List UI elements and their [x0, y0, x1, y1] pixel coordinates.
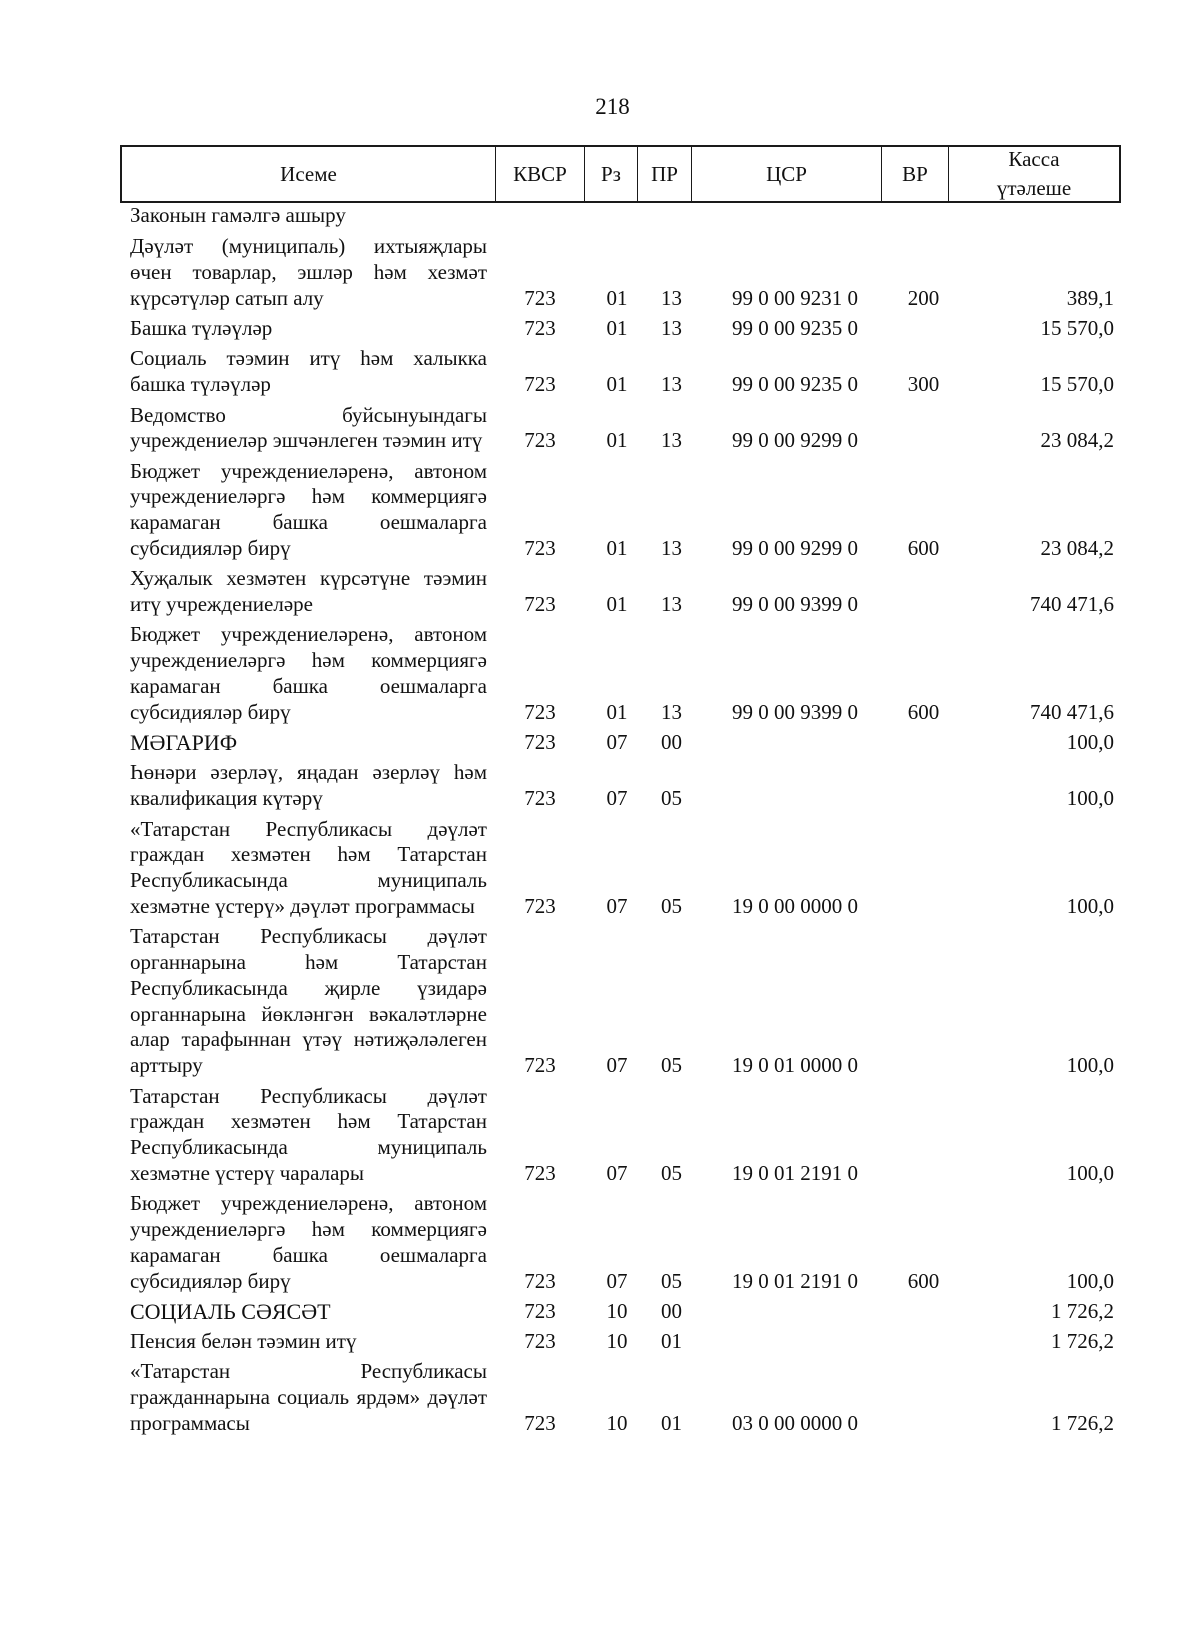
table-row: [130, 234, 1120, 311]
row-rz: 01: [606, 699, 628, 724]
row-csr: 19 0 01 2191 0: [732, 1268, 858, 1293]
row-csr: 99 0 00 9399 0: [732, 592, 858, 617]
row-sum: 100,0: [1066, 730, 1114, 755]
table-row: [130, 1329, 1120, 1355]
row-csr: 99 0 00 9299 0: [732, 536, 858, 561]
table-body: [130, 203, 1120, 1441]
row-rz: 01: [606, 428, 628, 453]
row-sum: 23 084,2: [1040, 536, 1114, 561]
table-row: [130, 924, 1120, 1079]
row-pr: 05: [661, 893, 682, 918]
row-pr: 05: [661, 786, 682, 811]
row-sum: 23 084,2: [1040, 428, 1114, 453]
row-kvsr: 723: [524, 536, 556, 561]
row-kvsr: 723: [524, 1329, 556, 1354]
row-vr: 600: [907, 699, 940, 724]
table-row: [130, 346, 1120, 398]
row-kvsr: 723: [524, 1298, 556, 1323]
header-kassa: [949, 147, 1119, 201]
row-name: Башка түләүләр: [130, 316, 273, 341]
row-rz: 01: [606, 372, 628, 397]
row-pr: 05: [661, 1053, 682, 1078]
row-sum: 100,0: [1066, 893, 1114, 918]
row-vr: 200: [907, 285, 940, 310]
row-sum: 15 570,0: [1040, 316, 1114, 341]
row-kvsr: 723: [524, 786, 556, 811]
row-rz: 10: [606, 1298, 628, 1323]
row-pr: 13: [661, 699, 682, 724]
header-name: Исеме: [122, 147, 496, 201]
table-row: [130, 403, 1120, 455]
table-row: [130, 1359, 1120, 1436]
row-sum: 740 471,6: [1030, 699, 1114, 724]
row-kvsr: 723: [524, 372, 556, 397]
row-sum: 1 726,2: [1051, 1411, 1114, 1436]
row-kvsr: 723: [524, 730, 556, 755]
row-csr: 99 0 00 9399 0: [732, 699, 858, 724]
row-name: Законын гамәлгә ашыру: [130, 203, 346, 227]
row-kvsr: 723: [524, 1268, 556, 1293]
table-row: [130, 316, 1120, 342]
row-kvsr: 723: [524, 1411, 556, 1436]
row-vr: 600: [907, 536, 940, 561]
row-csr: 99 0 00 9231 0: [732, 285, 858, 310]
row-name: Хуҗалык хезмәтен күрсәтүне тәэмин итү учреждениеләре: [130, 566, 487, 617]
row-pr: 00: [661, 1298, 682, 1323]
row-rz: 07: [606, 1160, 628, 1185]
row-sum: 389,1: [1066, 285, 1114, 310]
row-pr: 13: [661, 428, 682, 453]
row-rz: 01: [606, 316, 628, 341]
row-pr: 13: [661, 316, 682, 341]
page-number: 218: [595, 94, 630, 119]
table-row: [130, 459, 1120, 562]
header-csr: ЦСР: [692, 147, 882, 201]
row-rz: 10: [606, 1411, 628, 1436]
table-row: [130, 566, 1120, 618]
table-row: [130, 622, 1120, 725]
row-name: «Татарстан Республикасы дәүләт граждан хезмәтен һәм Татарстан Республикасында муниципаль хезмәтне үстерү» дәүләт программасы: [130, 816, 487, 918]
row-name: Дәүләт (муниципаль) ихтыяҗлары өчен товарлар, эшләр һәм хезмәт күрсәтүләр сатып алу: [130, 234, 487, 310]
table-row: [130, 730, 1120, 756]
row-rz: 07: [606, 1053, 628, 1078]
row-pr: 05: [661, 1268, 682, 1293]
table-header: [120, 145, 1121, 203]
row-name: Социаль тәэмин итү һәм халыкка башка түләүләр: [130, 346, 487, 397]
header-kassa-line1: Касса: [1008, 147, 1060, 171]
row-name: Бюджет учреждениеләренә, автоном учреждениеләргә һәм коммерциягә карамаган башка оешмаларга субсидияләр бирү: [130, 1191, 487, 1293]
row-kvsr: 723: [524, 285, 556, 310]
table-row: [130, 203, 1120, 229]
table-row: [130, 1191, 1120, 1294]
header-kvsr: КВСР: [496, 147, 585, 201]
row-name: «Татарстан Республикасы гражданнарына социаль ярдәм» дәүләт программасы: [130, 1359, 487, 1436]
row-pr: 00: [661, 730, 682, 755]
table-row: [130, 1084, 1120, 1187]
row-name: Пенсия белән тәэмин итү: [130, 1329, 357, 1354]
row-name: Бюджет учреждениеләренә, автоном учреждениеләргә һәм коммерциягә карамаган башка оешмаларга субсидияләр бирү: [130, 458, 487, 561]
row-rz: 10: [606, 1329, 628, 1354]
row-pr: 13: [661, 536, 682, 561]
row-kvsr: 723: [524, 428, 556, 453]
row-csr: 99 0 00 9299 0: [732, 428, 858, 453]
row-vr: 300: [907, 372, 940, 397]
row-rz: 07: [606, 786, 628, 811]
row-kvsr: 723: [524, 893, 556, 918]
table-row: [130, 760, 1120, 812]
row-rz: 07: [606, 1268, 628, 1293]
row-csr: 99 0 00 9235 0: [732, 372, 858, 397]
row-kvsr: 723: [524, 316, 556, 341]
row-sum: 740 471,6: [1030, 592, 1114, 617]
row-csr: 19 0 00 0000 0: [732, 893, 858, 918]
header-vr: ВР: [882, 147, 949, 201]
row-kvsr: 723: [524, 1160, 556, 1185]
row-sum: 1 726,2: [1051, 1298, 1114, 1323]
row-sum: 100,0: [1066, 1160, 1114, 1185]
row-sum: 1 726,2: [1051, 1329, 1114, 1354]
row-name: Бюджет учреждениеләренә, автоном учреждениеләргә һәм коммерциягә карамаган башка оешмаларга субсидияләр бирү: [130, 622, 487, 724]
row-kvsr: 723: [524, 592, 556, 617]
header-rz: Рз: [585, 147, 638, 201]
row-pr: 13: [661, 592, 682, 617]
row-name: СОЦИАЛЬ СӘЯСӘТ: [130, 1298, 331, 1324]
row-rz: 07: [606, 730, 628, 755]
row-csr: 03 0 00 0000 0: [732, 1411, 858, 1436]
row-csr: 19 0 01 2191 0: [732, 1160, 858, 1185]
row-pr: 01: [661, 1329, 682, 1354]
row-pr: 05: [661, 1160, 682, 1185]
row-pr: 13: [661, 372, 682, 397]
row-rz: 01: [606, 285, 628, 310]
row-pr: 01: [661, 1411, 682, 1436]
row-csr: 19 0 01 0000 0: [732, 1053, 858, 1078]
row-csr: 99 0 00 9235 0: [732, 316, 858, 341]
row-sum: 100,0: [1066, 786, 1114, 811]
row-sum: 100,0: [1066, 1053, 1114, 1078]
table-row: [130, 1299, 1120, 1325]
row-rz: 07: [606, 893, 628, 918]
row-sum: 100,0: [1066, 1268, 1114, 1293]
row-name: МӘГАРИФ: [130, 730, 238, 756]
header-kassa-line2: үтәлеше: [996, 176, 1072, 200]
header-pr: ПР: [638, 147, 692, 201]
row-rz: 01: [606, 592, 628, 617]
row-name: Ведомство буйсынуындагы учреждениеләр эшчәнлеген тәэмин итү: [130, 402, 487, 453]
row-name: Татарстан Республикасы дәүләт органнарына һәм Татарстан Республикасында җирле үзидарә органнарына йөкләнгән вәкаләтләрне алар тарафыннан үтәү нәтиҗәләлеген арттыру: [130, 924, 487, 1078]
row-vr: 600: [907, 1268, 940, 1293]
row-rz: 01: [606, 536, 628, 561]
row-kvsr: 723: [524, 699, 556, 724]
row-pr: 13: [661, 285, 682, 310]
row-name: Һөнәри әзерләү, яңадан әзерләү һәм квалификация күтәрү: [130, 760, 487, 811]
row-kvsr: 723: [524, 1053, 556, 1078]
table-row: [130, 817, 1120, 920]
row-sum: 15 570,0: [1040, 372, 1114, 397]
row-name: Татарстан Республикасы дәүләт граждан хезмәтен һәм Татарстан Республикасында муниципаль хезмәтне үстерү чаралары: [130, 1083, 487, 1185]
